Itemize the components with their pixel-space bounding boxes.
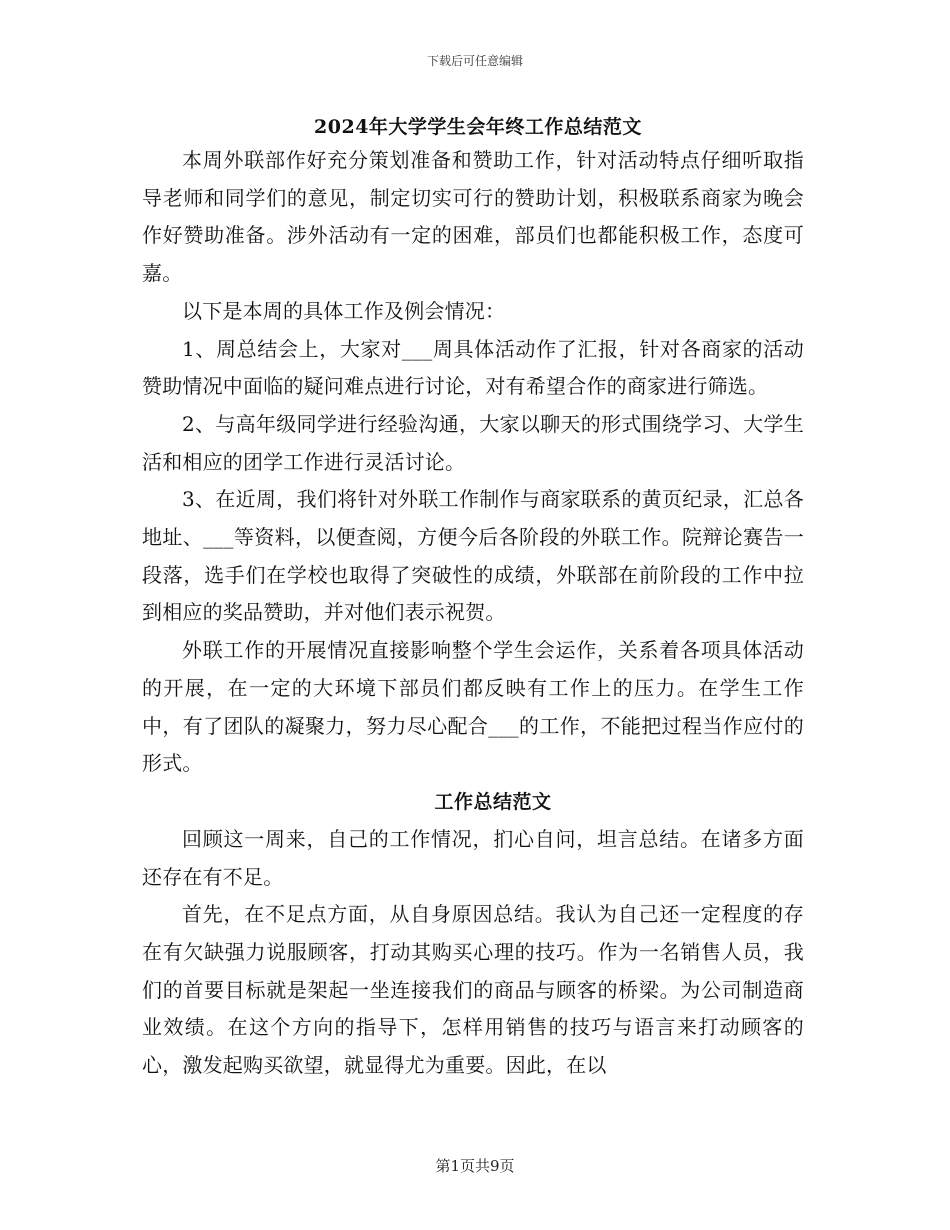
paragraph: 以下是本周的具体工作及例会情况： bbox=[182, 298, 506, 323]
paragraph: 3、在近周，我们将针对外联工作制作与商家联系的黄页纪录，汇总各地址、___等资料，以便查阅，方便今后各阶段的外联工作。院辩论赛告一段落，选手们在学校也取得了突破性的成绩，外联部在前阶段的工作中拉到相应的奖品赞助，并对他们表示祝贺。 bbox=[142, 487, 804, 625]
page-footer: 第1页共9页 bbox=[435, 1157, 515, 1175]
paragraph: 回顾这一周来，自己的工作情况，扪心自问，坦言总结。在诸多方面还存在有不足。 bbox=[142, 826, 804, 889]
document-title: 2024年大学学生会年终工作总结范文 bbox=[314, 116, 642, 138]
paragraph: 外联工作的开展情况直接影响整个学生会运作，关系着各项具体活动的开展，在一定的大环境下部员们都反映有工作上的压力。在学生工作中，有了团队的凝聚力，努力尽心配合___的工作，不能把过程当作应付的形式。 bbox=[142, 638, 804, 776]
header-note: 下载后可任意编辑 bbox=[426, 54, 523, 68]
section-title: 工作总结范文 bbox=[434, 790, 552, 813]
document-body bbox=[142, 112, 804, 1085]
paragraph: 本周外联部作好充分策划准备和赞助工作，针对活动特点仔细听取指导老师和同学们的意见，制定切实可行的赞助计划，积极联系商家为晚会作好赞助准备。涉外活动有一定的困难，部员们也都能积极工作，态度可嘉。 bbox=[142, 148, 804, 286]
paragraph: 1、周总结会上，大家对___周具体活动作了汇报，针对各商家的活动赞助情况中面临的疑问难点进行讨论，对有希望合作的商家进行筛选。 bbox=[142, 336, 804, 399]
paragraph: 2、与高年级同学进行经验沟通，大家以聊天的形式围绕学习、大学生活和相应的团学工作进行灵活讨论。 bbox=[142, 411, 804, 474]
paragraph: 首先，在不足点方面，从自身原因总结。我认为自己还一定程度的存在有欠缺强力说服顾客，打动其购买心理的技巧。作为一名销售人员，我们的首要目标就是架起一坐连接我们的商品与顾客的桥梁。为公司制造商业效绩。在这个方向的指导下，怎样用销售的技巧与语言来打动顾客的心，激发起购买欲望，就显得尤为重要。因此，在以 bbox=[142, 902, 804, 1078]
